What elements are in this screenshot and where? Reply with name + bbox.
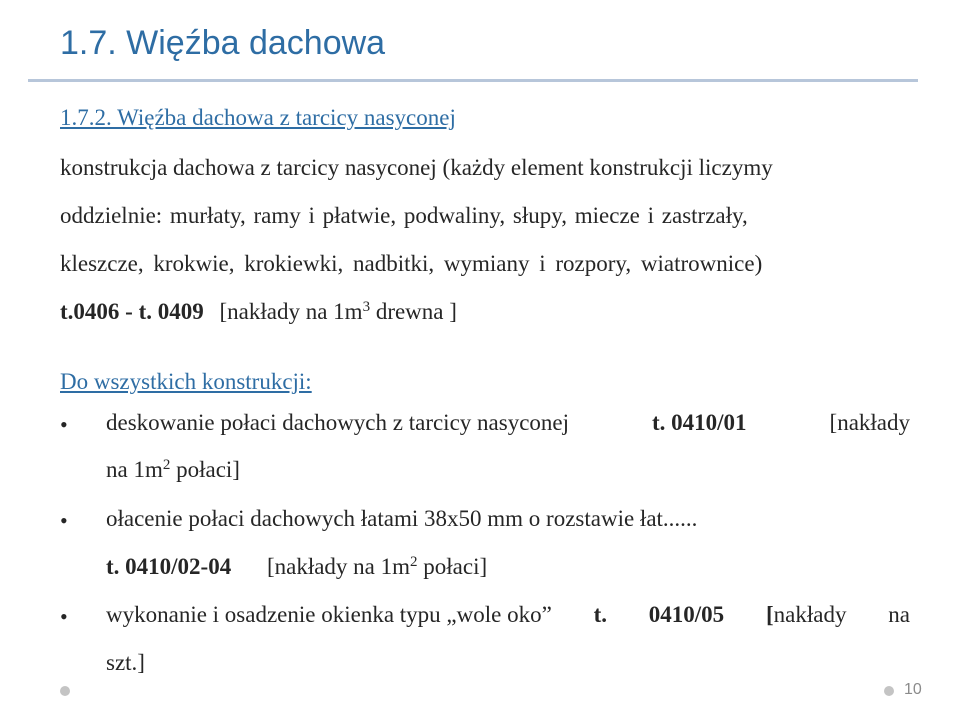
all-constructions-heading: Do wszystkich konstrukcji: xyxy=(60,369,312,394)
slide-title: 1.7. Więźba dachowa xyxy=(60,24,386,62)
item-3-word-2: na xyxy=(888,602,910,627)
reference-text-after: drewna ] xyxy=(370,299,457,324)
list-item-2-continuation xyxy=(106,554,487,580)
item-1-code: t. 0410/01 xyxy=(651,410,747,435)
reference-text xyxy=(219,299,456,324)
section-subheading: 1.7.2. Więźba dachowa z tarcicy nasyconej xyxy=(60,105,456,130)
item-3-bracket: [ xyxy=(765,602,774,627)
item-3-bracket-group xyxy=(766,602,846,628)
reference-code: t.0406 - t. 0409 xyxy=(60,299,204,324)
footer-left-dot xyxy=(60,686,70,696)
bullet-1: • xyxy=(60,412,68,437)
item-1-cont-after: połaci] xyxy=(170,457,240,482)
item-2-superscript: 2 xyxy=(410,554,418,570)
list-item-3 xyxy=(106,602,910,628)
item-3-code-t: t. xyxy=(593,602,608,627)
reference-text-before: [nakłady na 1m xyxy=(219,299,363,324)
item-3-text: wykonanie i osadzenie okienka typu „wole oko” xyxy=(106,602,552,627)
intro-line-1: konstrukcja dachowa z tarcicy nasyconej (każdy element konstrukcji liczymy xyxy=(60,155,773,180)
intro-line-3: kleszcze, krokwie, krokiewki, nadbitki, wymiany i rozpory, wiatrownice) xyxy=(60,251,763,276)
item-2-code: t. 0410/02-04 xyxy=(106,554,232,579)
item-1-superscript: 2 xyxy=(162,457,171,473)
bullet-3: • xyxy=(60,604,68,629)
list-item-2: ołacenie połaci dachowych łatami 38x50 mm o rozstawie łat...... xyxy=(106,506,698,531)
list-item-1 xyxy=(106,410,910,436)
item-3-code: 0410/05 xyxy=(648,602,725,627)
page-number: 10 xyxy=(904,681,922,698)
item-1-text: deskowanie połaci dachowych z tarcicy nasyconej xyxy=(106,410,569,435)
item-2-note xyxy=(267,554,487,579)
list-item-1-continuation xyxy=(106,457,240,483)
intro-line-2: oddzielnie: murłaty, ramy i płatwie, podwaliny, słupy, miecze i zastrzały, xyxy=(60,203,748,228)
reference-superscript: 3 xyxy=(362,299,371,315)
item-1-cont-before: na 1m xyxy=(106,457,163,482)
item-3-word-1: nakłady xyxy=(773,602,847,627)
bullet-2: • xyxy=(60,508,68,533)
item-1-tail: [nakłady xyxy=(829,410,910,435)
intro-reference xyxy=(60,299,457,325)
item-2-cont-before: [nakłady na 1m xyxy=(266,554,411,579)
footer-right-dot xyxy=(884,686,894,696)
item-2-cont-after: połaci] xyxy=(417,554,488,579)
title-underline-rule xyxy=(28,79,918,82)
list-item-3-continuation: szt.] xyxy=(106,650,145,675)
